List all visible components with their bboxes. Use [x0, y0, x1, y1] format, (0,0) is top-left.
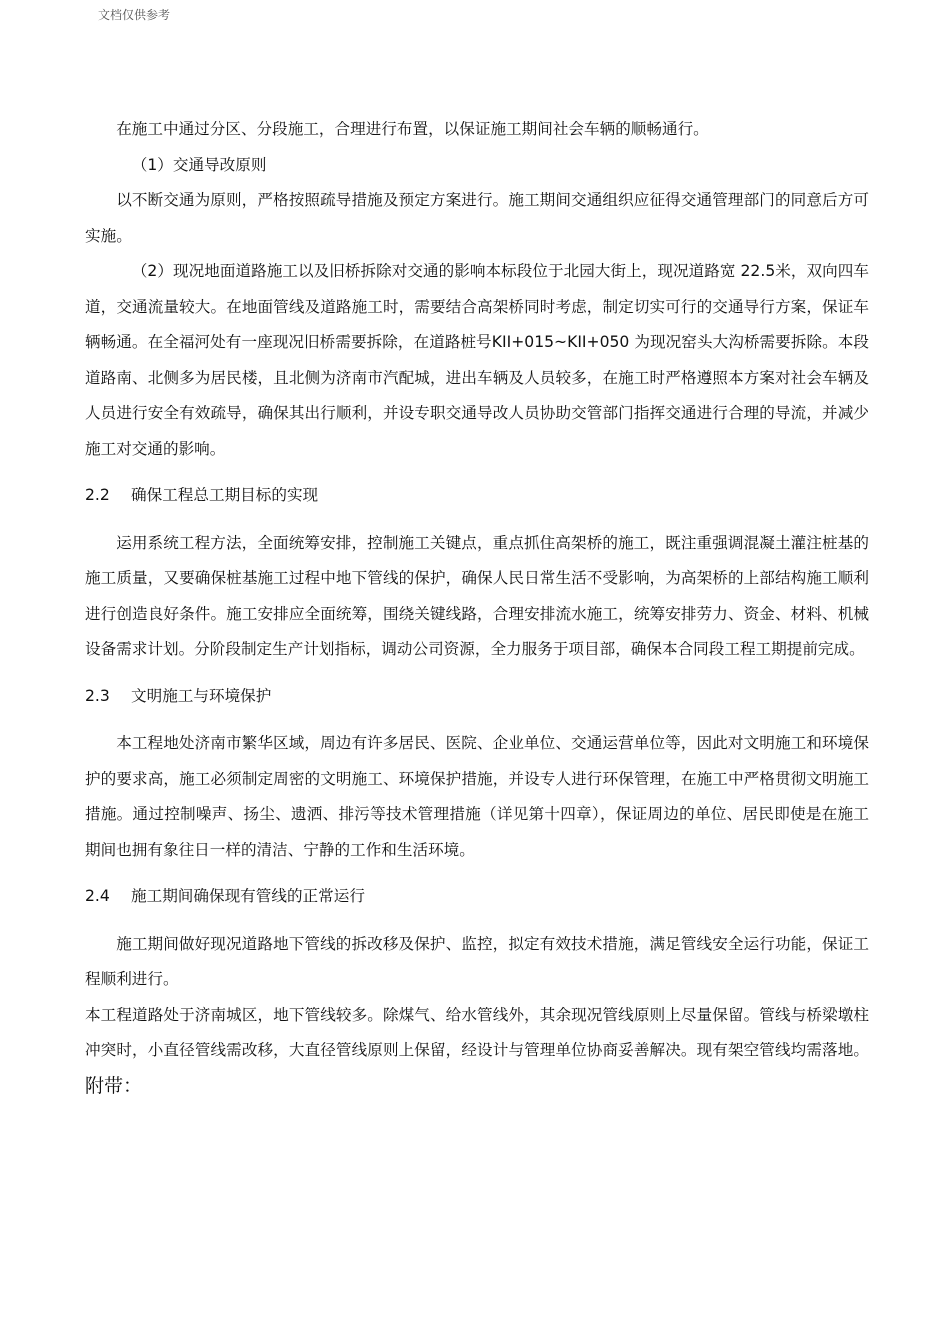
header-note: 文档仅供参考 — [98, 8, 171, 22]
paragraph-closing — [85, 998, 869, 1106]
section-heading-2-2 — [85, 478, 869, 514]
paragraph-traffic-intro: 在施工中通过分区、分段施工，合理进行布置，以保证施工期间社会车辆的顺畅通行。 — [116, 120, 709, 138]
section-heading-2-4 — [85, 879, 869, 915]
paragraph-pipelines: 施工期间做好现况道路地下管线的拆改移及保护、监控，拟定有效技术措施，满足管线安全运行功能，保证工程顺利进行。 — [85, 934, 869, 988]
list-item-traffic-principle: （1）交通导改原则 — [131, 155, 267, 174]
paragraph-schedule: 运用系统工程方法，全面统筹安排，控制施工关键点，重点抓住高架桥的施工，既注重强调混凝土灌注桩基的施工质量，又要确保桩基施工过程中地下管线的保护，确保人民日常生活不受影响，为高架桥的上部结构施工顺利进行创造良好条件。施工安排应全面统筹，围绕关键线路，合理安排流水施工，统筹安排劳力、资金、材料、机械设备需求计划。分阶段制定生产计划指标，调动公司资源，全力服务于项目部，确保本合同段工程工期提前完成。 — [85, 533, 869, 658]
paragraph-traffic-principle: 以不断交通为原则，严格按照疏导措施及预定方案进行。施工期间交通组织应征得交通管理部门的同意后方可实施。 — [85, 191, 869, 245]
section-number: 2.2 — [85, 486, 110, 504]
section-title: 文明施工与环境保护 — [131, 686, 272, 705]
closing-tail: 附带： — [85, 1074, 143, 1097]
section-number: 2.4 — [85, 887, 110, 905]
closing-text: 本工程道路处于济南城区，地下管线较多。除煤气、给水管线外，其余现况管线原则上尽量保留。管线与桥梁墩柱冲突时，小直径管线需改移，大直径管线原则上保留，经设计与管理单位协商妥善解决。现有架空管线均需落地。 — [85, 1005, 869, 1059]
paragraph-environment: 本工程地处济南市繁华区域，周边有许多居民、医院、企业单位、交通运营单位等，因此对文明施工和环境保护的要求高，施工必须制定周密的文明施工、环境保护措施，并设专人进行环保管理，在施工中严格贯彻文明施工措施。通过控制噪声、扬尘、遗洒、排污等技术管理措施（详见第十四章），保证周边的单位、居民即使是在施工期间也拥有象往日一样的清洁、宁静的工作和生活环境。 — [85, 734, 869, 859]
paragraph-traffic-impact: （2）现况地面道路施工以及旧桥拆除对交通的影响本标段位于北园大街上，现况道路宽 22.5米，双向四车道，交通流量较大。在地面管线及道路施工时，需要结合高架桥同时考虑，制定切实可行的交通导行方案，保证车辆畅通。在全福河处有一座现况旧桥需要拆除，在道路桩号KII+015~KII+050 为现况窑头大沟桥需要拆除。本段道路南、北侧多为居民楼，且北侧为济南市汽配城，进出车辆及人员较多，在施工时严格遵照本方案对社会车辆及人员进行安全有效疏导，确保其出行顺利，并设专职交通导改人员协助交管部门指挥交通进行合理的导流，并减少施工对交通的影响。 — [85, 262, 869, 458]
section-title: 施工期间确保现有管线的正常运行 — [131, 887, 365, 905]
document-body — [85, 112, 869, 1105]
section-number: 2.3 — [85, 686, 110, 705]
section-heading-2-3 — [85, 679, 869, 715]
section-title: 确保工程总工期目标的实现 — [131, 486, 319, 504]
